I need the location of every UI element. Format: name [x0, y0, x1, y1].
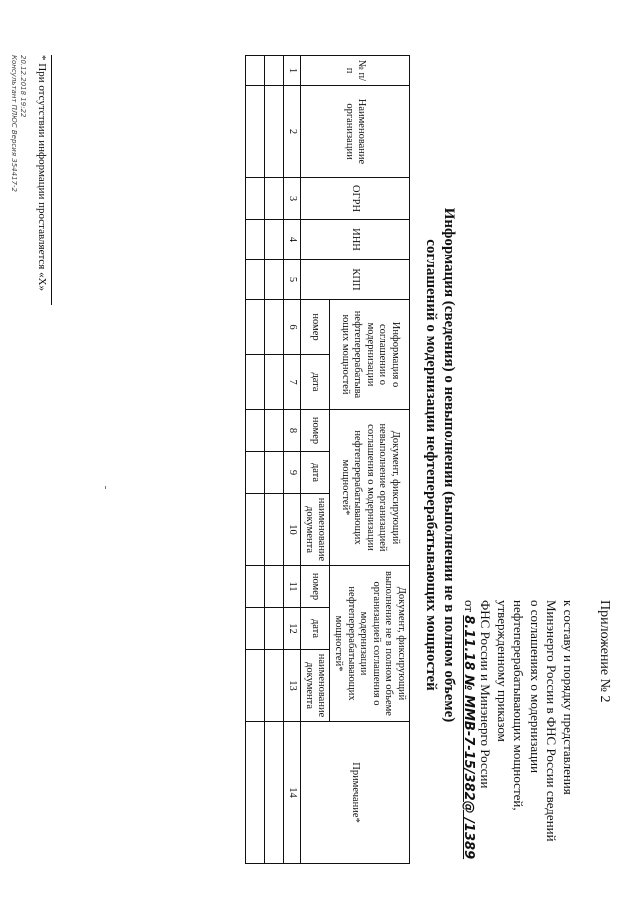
information-table — [245, 55, 410, 864]
column-number: 5 — [284, 260, 301, 300]
appendix-line: о соглашениях о модернизации — [528, 600, 543, 774]
table-cell — [246, 220, 265, 260]
table-cell — [265, 650, 284, 722]
appendix-line: утвержденному приказом — [495, 600, 510, 742]
column-number-row — [284, 56, 301, 864]
appendix-line: ФНС России и Минэнерго России — [478, 600, 494, 789]
handwritten-order-number: 8.11.18 № ММВ-7-15/382@ /1389 — [461, 615, 476, 860]
table-cell — [265, 56, 284, 86]
table-cell — [265, 608, 284, 650]
table-cell — [265, 722, 284, 864]
subheader-number: номер — [301, 410, 330, 452]
title-line-1: Информация (сведения) о невыполнении (выполнении не в полном объеме) — [441, 207, 457, 723]
column-number: 1 — [284, 56, 301, 86]
table-cell — [246, 494, 265, 566]
title-line-2: соглашений о модернизации нефтеперерабатывающих мощностей — [423, 239, 439, 691]
table-cell — [246, 566, 265, 608]
table-cell — [265, 452, 284, 494]
column-number: 10 — [284, 494, 301, 566]
appendix-block — [460, 600, 577, 900]
scan-speck — [105, 486, 106, 489]
column-number: 13 — [284, 650, 301, 722]
column-number: 3 — [284, 178, 301, 220]
column-number: 11 — [284, 566, 301, 608]
header-inn: ИНН — [301, 220, 410, 260]
empty-data-row — [265, 56, 284, 864]
subheader-doc-name: наименование документа — [301, 494, 330, 566]
subheader-date: дата — [301, 355, 330, 410]
table-cell — [246, 300, 265, 355]
subheader-number: номер — [301, 300, 330, 355]
column-number: 9 — [284, 452, 301, 494]
header-note: Примечание* — [301, 722, 410, 864]
table-cell — [265, 355, 284, 410]
table-cell — [246, 650, 265, 722]
column-number: 12 — [284, 608, 301, 650]
header-ogrn: ОГРН — [301, 178, 410, 220]
table-cell — [265, 494, 284, 566]
footer-system-line: Консультант ПЛЮС Версия 354417-2 — [10, 55, 18, 192]
document-title — [422, 120, 458, 810]
table-cell — [265, 300, 284, 355]
footnote-divider — [51, 55, 52, 305]
column-number: 8 — [284, 410, 301, 452]
header-agreement-info: Информация о соглашении о модернизации нефтеперерабатыва ющих мощностей — [329, 300, 409, 410]
table-cell — [246, 86, 265, 178]
order-prefix: от — [462, 600, 477, 613]
header-num: № п/п — [301, 56, 410, 86]
header-nonfulfil-doc: Документ, фиксирующий невыполнение организацией соглашения о модернизации нефтеперерабатывающих мощностей* — [329, 410, 409, 566]
table-cell — [265, 86, 284, 178]
table-cell — [246, 56, 265, 86]
table-cell — [246, 608, 265, 650]
table-cell — [246, 260, 265, 300]
appendix-heading: Приложение № 2 — [597, 600, 612, 703]
appendix-line: к составу и порядку представления — [561, 600, 576, 795]
column-number: 14 — [284, 722, 301, 864]
column-number: 6 — [284, 300, 301, 355]
subheader-date: дата — [301, 452, 330, 494]
appendix-line: нефтеперерабатывающих мощностей, — [511, 600, 527, 811]
column-number: 4 — [284, 220, 301, 260]
table-cell — [246, 355, 265, 410]
header-org-name: Наименование организации — [301, 86, 410, 178]
subheader-number: номер — [301, 566, 330, 608]
column-number: 7 — [284, 355, 301, 410]
header-partial-doc: Документ, фиксирующий выполнение не в полном объеме организацией соглашения о модернизации нефтеперерабатывающих мощностей* — [329, 566, 409, 722]
header-kpp: КПП — [301, 260, 410, 300]
table-cell — [246, 410, 265, 452]
table-cell — [246, 722, 265, 864]
footnote: * При отсутствии информации проставляется «Х» — [36, 55, 48, 292]
appendix-line: Минэнерго России в ФНС России сведений — [544, 600, 560, 842]
table-cell — [265, 410, 284, 452]
column-number: 2 — [284, 86, 301, 178]
subheader-date: дата — [301, 608, 330, 650]
order-line — [460, 600, 478, 900]
empty-data-row — [246, 56, 265, 864]
subheader-doc-name: наименование документа — [301, 650, 330, 722]
table-cell — [265, 260, 284, 300]
footer-timestamp: 20.12.2018 19:22 — [19, 55, 27, 118]
table-cell — [265, 566, 284, 608]
table-cell — [246, 452, 265, 494]
table-cell — [265, 178, 284, 220]
table-cell — [265, 220, 284, 260]
table-cell — [246, 178, 265, 220]
